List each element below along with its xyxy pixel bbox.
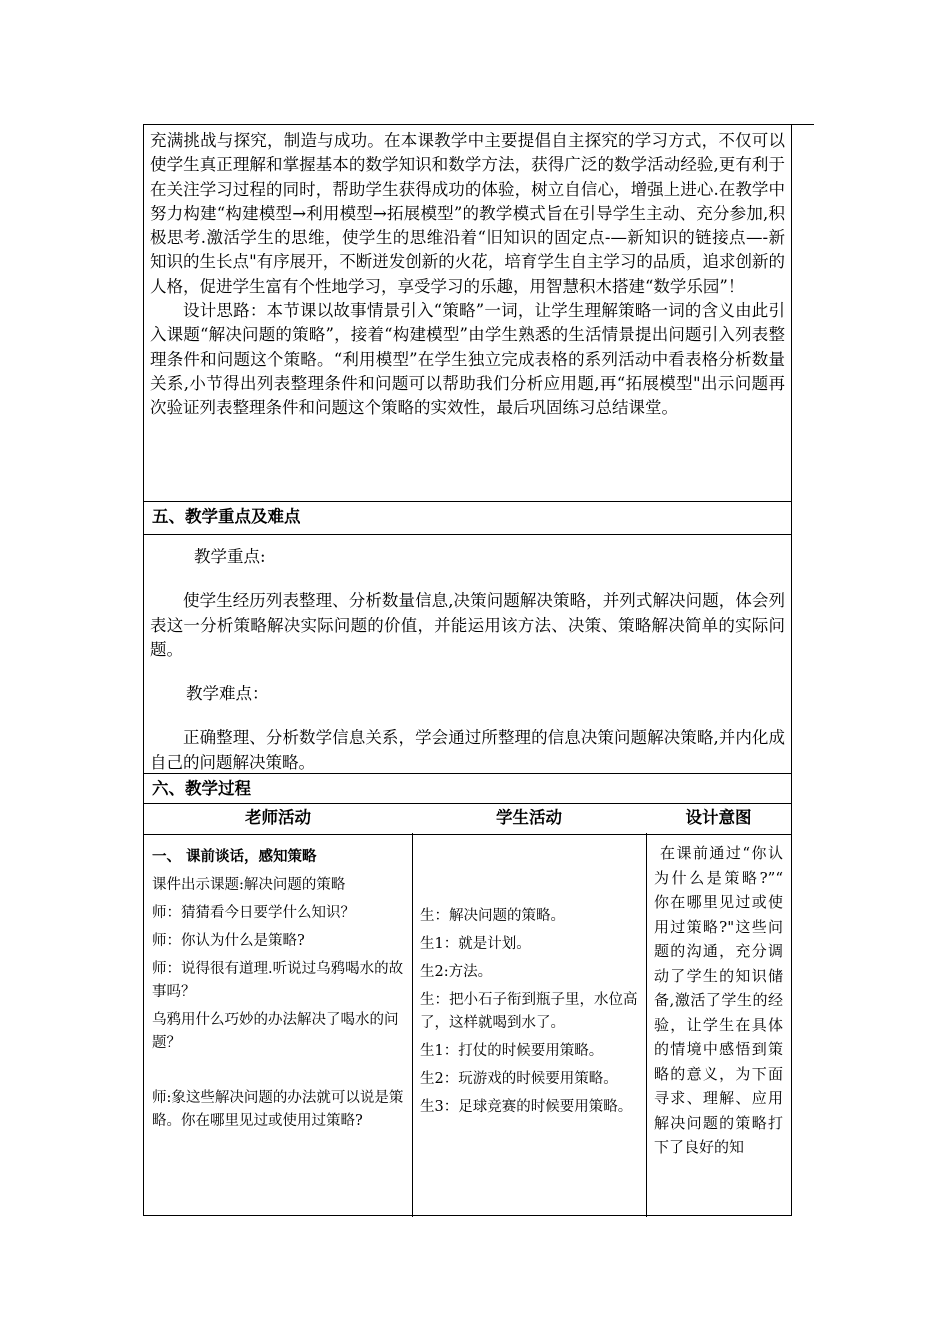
student-line: 生：把小石子衔到瓶子里，水位高了，这样就喝到水了。 (420, 992, 638, 1031)
teacher-line: 课件出示课题:解决问题的策略 (152, 877, 346, 893)
teacher-line: 师：猜猜看今日要学什么知识？ (152, 905, 355, 921)
student-column-header: 学生活动 (412, 803, 646, 835)
teacher-step-title: 一、 课前谈话，感知策略 (152, 848, 317, 865)
process-table (144, 803, 791, 1217)
design-intent-text: 在课前通过“你认为什么是策略?”“ 你在哪里见过或使用过策略?"这些问题的沟通，充分调动了学生的知识储备,激活了学生的经验，让学生在具体的情境中感悟到策略的意义，为下面寻求、理解、应用解决问题的策略打下了良好的知 (654, 844, 783, 1156)
teacher-line: 乌鸦用什么巧妙的办法解决了喝水的问题？ (152, 1012, 399, 1051)
student-line: 生2:方法。 (420, 964, 493, 980)
intro-paragraph-1: 充满挑战与探究，制造与成功。在本课教学中主要提倡自主探究的学习方式，不仅可以使学生真正理解和掌握基本的数学知识和数学方法，获得广泛的数学活动经验,更有利于在关注学习过程的同时，帮助学生获得成功的体验，树立自信心，增强上进心.在教学中努力构建“构建模型→利用模型→拓展模型”的教学模式旨在引导学生主动、充分参加,积极思考.激活学生的思维，使学生的思维沿着“旧知识的固定点-—新知识的链接点—-新知识的生长点"有序展开，不断迸发创新的火花，培育学生自主学习的品质，追求创新的人格，促进学生富有个性地学习，享受学习的乐趣，用智慧积木搭建“数学乐园”！ (150, 131, 785, 296)
student-line: 生3：足球竞赛的时候要用策略。 (420, 1099, 633, 1115)
column-divider (646, 833, 647, 1217)
design-intro-section (144, 129, 791, 421)
key-points-section (144, 534, 791, 774)
lesson-plan-table (143, 124, 792, 1216)
student-line: 生1：就是计划。 (420, 936, 531, 952)
teacher-line: 师:象这些解决问题的办法就可以说是策略。你在哪里见过或使用过策略? (152, 1090, 404, 1129)
student-activities (412, 835, 646, 1119)
column-divider (412, 833, 413, 1217)
key-points-text: 使学生经历列表整理、分析数量信息,决策问题解决策略，并列式解决问题，体会列表这一分析策略解决实际问题的价值，并能运用该方法、决策、策略解决简单的实际问题。 (150, 591, 785, 659)
teacher-activities (144, 835, 412, 1133)
student-column (412, 803, 646, 1217)
student-line: 生：解决问题的策略。 (420, 908, 565, 924)
teacher-column-header: 老师活动 (144, 803, 412, 835)
difficulty-label: 教学难点： (186, 684, 269, 704)
key-points-label: 教学重点: (194, 547, 266, 566)
teacher-column (144, 803, 412, 1217)
difficulty-text: 正确整理、分析数学信息关系，学会通过所整理的信息决策问题解决策略,并内化成自己的问题解决策略。 (150, 728, 785, 772)
teacher-line: 师：你认为什么是策略? (152, 933, 305, 949)
section-5-heading: 五、教学重点及难点 (144, 501, 791, 533)
table-edge-stub (792, 124, 814, 125)
teacher-line: 师：说得很有道理.听说过乌鸦喝水的故事吗？ (152, 961, 404, 1000)
intent-column (646, 803, 791, 1217)
intent-column-header: 设计意图 (646, 803, 791, 835)
student-line: 生1：打仗的时候要用策略。 (420, 1043, 604, 1059)
student-line: 生2：玩游戏的时候要用策略。 (420, 1071, 618, 1087)
design-idea-paragraph: 设计思路：本节课以故事情景引入“策略”一词，让学生理解策略一词的含义由此引入课题“解决问题的策略”，接着“构建模型”由学生熟悉的生活情景提出问题引入列表整理条件和问题这个策略。“利用模型”在学生独立完成表格的系列活动中看表格分析数量关系,小节得出列表整理条件和问题可以帮助我们分析应用题,再“拓展模型"出示问题再次验证列表整理条件和问题这个策略的实效性，最后巩固练习总结课堂。 (150, 301, 785, 418)
section-6-heading: 六、教学过程 (144, 773, 791, 805)
